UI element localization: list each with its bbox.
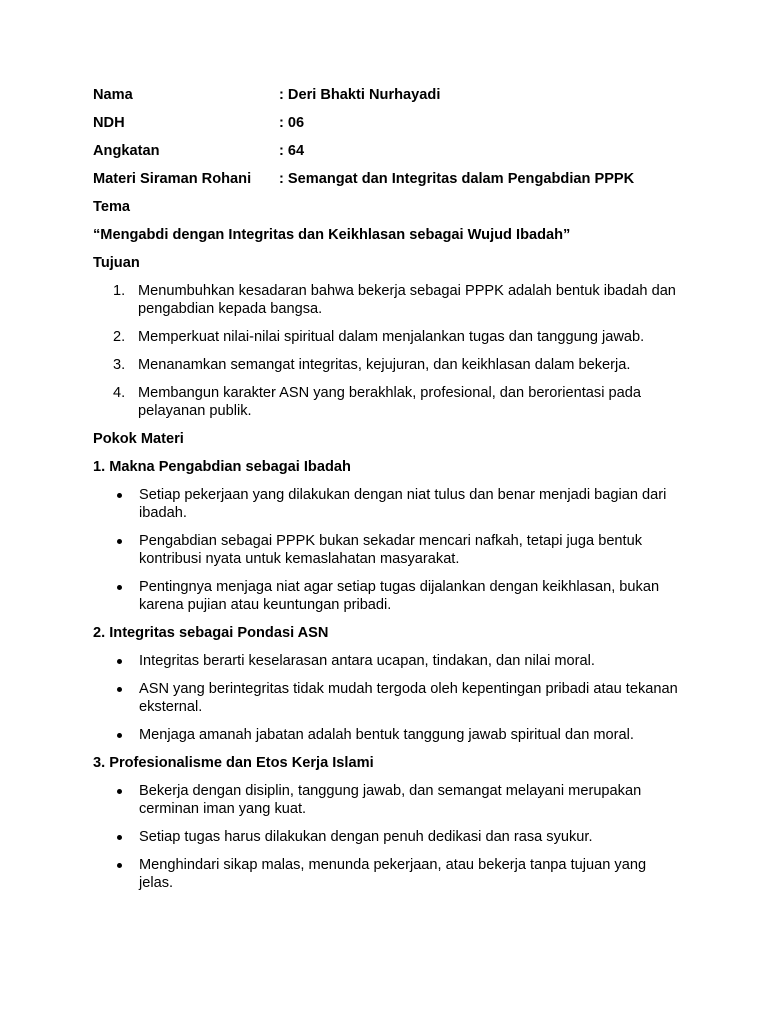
angkatan-label: Angkatan [93,143,160,159]
list-item [93,856,683,892]
ndh-label: NDH [93,115,125,131]
nama-value: : Deri Bhakti Nurhayadi [279,87,441,103]
list-item-text: Menjaga amanah jabatan adalah bentuk tanggung jawab spiritual dan moral. [139,727,634,743]
info-row-angkatan [93,142,683,160]
bullet-icon [93,856,139,892]
list-item-number: 2. [113,329,126,345]
list-item-text: Integritas berarti keselarasan antara ucapan, tindakan, dan nilai moral. [139,653,595,669]
document-page [93,86,683,902]
section-title-1: 1. Makna Pengabdian sebagai Ibadah [93,459,351,475]
section-1-points [93,486,683,614]
tujuan-heading: Tujuan [93,255,140,271]
list-item [93,532,683,568]
list-item [93,328,683,346]
list-item-text: ASN yang berintegritas tidak mudah tergoda oleh kepentingan pribadi atau tekanan eksternal. [139,681,678,715]
list-item-text: Pengabdian sebagai PPPK bukan sekadar mencari nafkah, tetapi juga bentuk kontribusi nyata untuk kemaslahatan masyarakat. [139,533,643,567]
list-item [93,726,683,744]
list-item-text: Setiap pekerjaan yang dilakukan dengan niat tulus dan benar menjadi bagian dari ibadah. [139,487,667,521]
list-item-text: Setiap tugas harus dilakukan dengan penuh dedikasi dan rasa syukur. [139,829,593,845]
list-item-text: Menumbuhkan kesadaran bahwa bekerja sebagai PPPK adalah bentuk ibadah dan pengabdian kepada bangsa. [138,283,676,317]
ndh-value: : 06 [279,115,305,131]
tujuan-list [93,282,683,420]
angkatan-value: : 64 [279,143,305,159]
list-item [93,356,683,374]
bullet-icon [93,652,139,670]
tema-heading: Tema [93,199,131,215]
list-item-text: Pentingnya menjaga niat agar setiap tugas dijalankan dengan keikhlasan, bukan karena pujian atau keuntungan pribadi. [139,579,660,613]
materi-label: Materi Siraman Rohani [93,171,252,187]
list-item [93,282,683,318]
bullet-icon [93,782,139,818]
list-item [93,486,683,522]
materi-value: : Semangat dan Integritas dalam Pengabdian PPPK [279,171,635,187]
tema-text: “Mengabdi dengan Integritas dan Keikhlasan sebagai Wujud Ibadah” [93,227,571,243]
list-item-number: 1. [113,283,126,299]
section-2-points [93,652,683,744]
bullet-icon [93,726,139,744]
list-item-text: Memperkuat nilai-nilai spiritual dalam menjalankan tugas dan tanggung jawab. [138,329,645,345]
section-3-points [93,782,683,892]
list-item [93,384,683,420]
pokok-materi-heading: Pokok Materi [93,431,184,447]
info-row-nama [93,86,683,104]
section-title-3: 3. Profesionalisme dan Etos Kerja Islami [93,755,374,771]
info-row-ndh [93,114,683,132]
list-item-text: Menghindari sikap malas, menunda pekerjaan, atau bekerja tanpa tujuan yang jelas. [139,857,647,891]
list-item [93,652,683,670]
info-row-materi [93,170,683,188]
list-item-text: Bekerja dengan disiplin, tanggung jawab, dan semangat melayani merupakan cerminan iman yang kuat. [139,783,642,817]
bullet-icon [93,828,139,846]
list-item [93,680,683,716]
bullet-icon [93,486,139,522]
list-item [93,828,683,846]
list-item [93,578,683,614]
list-item-text: Membangun karakter ASN yang berakhlak, profesional, dan berorientasi pada pelayanan publik. [138,385,641,419]
bullet-icon [93,532,139,568]
list-item [93,782,683,818]
list-item-number: 4. [113,385,126,401]
bullet-icon [93,578,139,614]
nama-label: Nama [93,87,133,103]
list-item-text: Menanamkan semangat integritas, kejujuran, dan keikhlasan dalam bekerja. [138,357,631,373]
section-title-2: 2. Integritas sebagai Pondasi ASN [93,625,329,641]
list-item-number: 3. [113,357,126,373]
bullet-icon [93,680,139,716]
